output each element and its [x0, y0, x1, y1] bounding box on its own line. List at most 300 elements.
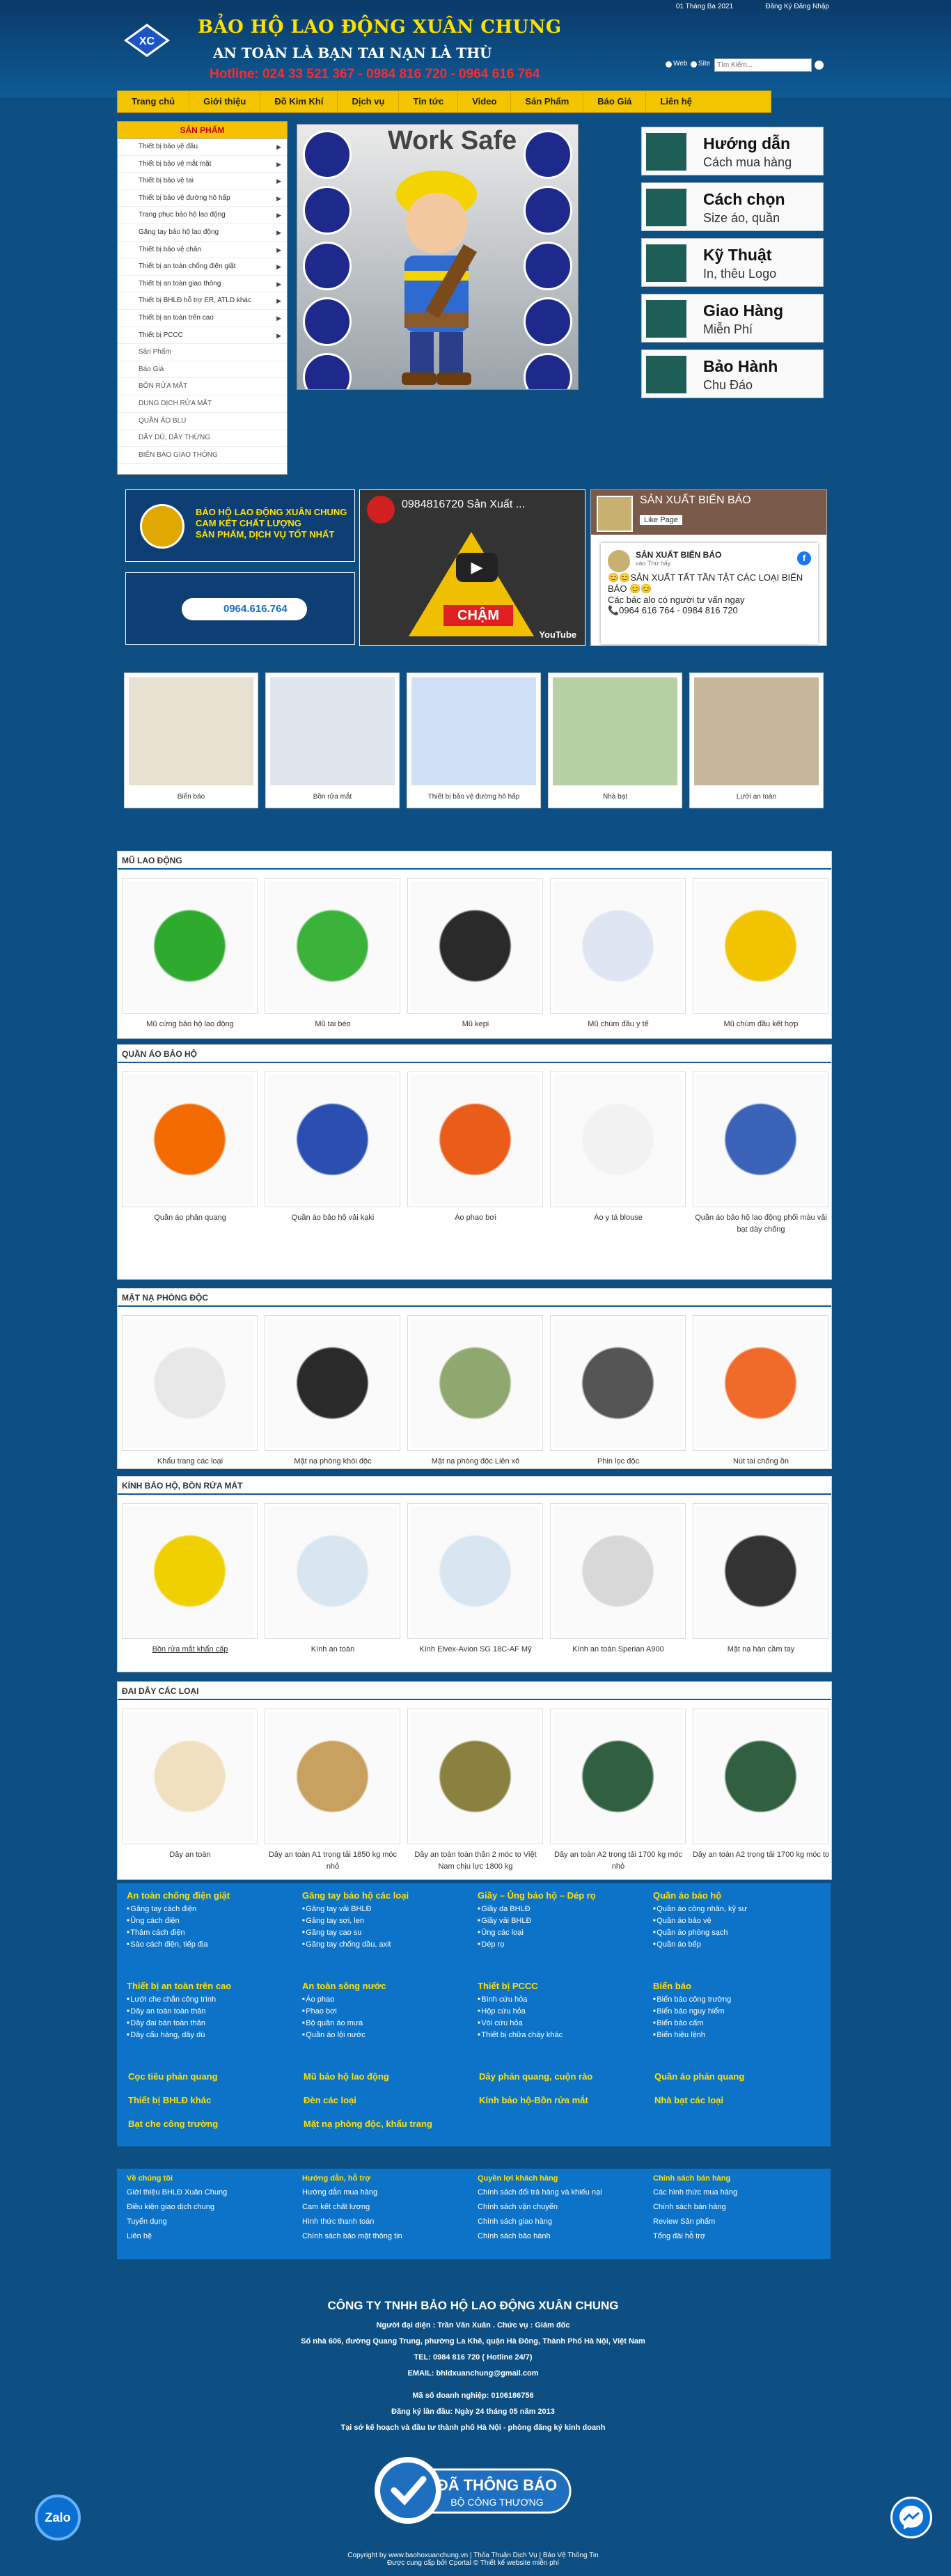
slogan: AN TOÀN LÀ BẠN TAI NẠN LÀ THÙ [213, 45, 492, 61]
sidebar-item[interactable] [118, 327, 287, 345]
footer-category-link[interactable]: ■ Lưới che chắn công trình [127, 1995, 294, 2004]
footer-category-link[interactable]: ■ Biển báo nguy hiểm [653, 2007, 821, 2016]
footer-link[interactable]: Chính sách bán hàng [653, 2203, 726, 2211]
product-name[interactable]: Mũ chùm đầu y tế [588, 1020, 649, 1028]
nav-home[interactable]: Trang chủ [118, 91, 189, 112]
shirt-icon [646, 189, 686, 226]
product-card[interactable] [122, 878, 258, 1014]
sidebar-item-label: Sản Phẩm [139, 348, 171, 356]
logo[interactable] [123, 22, 171, 58]
card-subtitle: Chu Đáo [703, 378, 753, 392]
footer-category-link[interactable]: ■ Dây đai bán toàn thân [127, 2019, 294, 2027]
product-card[interactable] [550, 1709, 686, 1844]
chevron-right-icon: ▶ [276, 212, 281, 219]
sidebar-item-label: BỒN RỬA MẮT [139, 382, 188, 391]
product-name[interactable]: Nút tai chống ồn [732, 1457, 789, 1466]
footer-extra-link[interactable]: Dây phản quang, cuộn rào [479, 2071, 593, 2082]
product-image [268, 881, 397, 1010]
company-email: EMAIL: bhldxuanchung@gmail.com [407, 2369, 539, 2378]
footer-category-link[interactable]: ■ Áo phao [302, 1995, 470, 2004]
fb-post-avatar [608, 550, 630, 572]
product-name[interactable]: Mũ chùm đầu kết hợp [723, 1020, 799, 1028]
footer-category-link[interactable]: ■ Dây cẩu hàng, dây dù [127, 2031, 294, 2039]
sidebar-item[interactable] [118, 242, 287, 259]
nav-services[interactable]: Dịch vụ [338, 91, 399, 112]
product-card[interactable] [550, 878, 686, 1014]
product-image [553, 1712, 682, 1841]
search-input[interactable] [714, 58, 812, 72]
coverall-icon [303, 242, 352, 290]
footer-category-link[interactable]: ■ Dép rọ [478, 1940, 645, 1949]
product-card[interactable] [122, 1071, 258, 1207]
footer-category-link[interactable]: ■ Quần áo lội nước [302, 2031, 470, 2039]
footer-link[interactable]: Review Sản phẩm [653, 2217, 716, 2226]
product-name[interactable]: Mặt nạ phòng khói độc [294, 1457, 372, 1466]
product-image [553, 1319, 682, 1447]
footer-link[interactable]: Tổng đài hỗ trợ [653, 2232, 706, 2240]
product-card[interactable] [265, 878, 400, 1014]
play-icon[interactable]: ▶ [456, 553, 498, 582]
warranty-icon [646, 356, 686, 393]
product-image [696, 881, 825, 1010]
footer-link[interactable]: Điều kiện giao dịch chung [127, 2203, 214, 2211]
chevron-right-icon: ▶ [276, 297, 281, 305]
search-box [666, 58, 826, 72]
footer-link-group [468, 2174, 645, 2247]
footer-category-link[interactable]: ■ Ủng cách điện [127, 1917, 294, 1925]
product-name[interactable]: Kính an toàn Sperian A900 [572, 1645, 664, 1654]
card-title: Cách chọn [703, 190, 785, 208]
sidebar-item[interactable] [118, 258, 287, 276]
logo-icon [646, 244, 686, 282]
promo-line-2: CAM KẾT CHẤT LƯỢNG [196, 518, 301, 528]
radio-site[interactable] [691, 61, 697, 68]
radio-site-label: Site [698, 60, 711, 68]
product-section [117, 1288, 832, 1469]
footer-category-link[interactable]: ■ Găng tay cách điện [127, 1905, 294, 1913]
featured-caption: Lưới an toàn [736, 793, 777, 801]
footer-link[interactable]: Giới thiệu BHLĐ Xuân Chung [127, 2188, 228, 2197]
product-card[interactable] [407, 878, 543, 1014]
footer-extra-link[interactable]: Thiết bị BHLĐ khác [128, 2095, 212, 2105]
product-name[interactable]: Quần áo phản quang [154, 1214, 226, 1222]
product-image [125, 1319, 254, 1447]
footer-category [292, 1974, 470, 2043]
badge-line-1: ĐÃ THÔNG BÁO [437, 2476, 558, 2494]
product-card[interactable] [265, 1071, 400, 1207]
sidebar-item-label: Thiết bị bảo vệ tai [139, 177, 194, 185]
fb-post-author: SẢN XUẤT BIỂN BÁO [636, 550, 722, 560]
footer-extra-link[interactable]: Mũ bảo hộ lao động [304, 2071, 389, 2082]
company-office: Tại sở kế hoạch và đầu tư thành phố Hà Nội - phòng đăng ký kinh doanh [340, 2424, 606, 2432]
chevron-right-icon: ▶ [276, 331, 281, 339]
chevron-right-icon: ▶ [276, 178, 281, 185]
product-card[interactable] [407, 1071, 543, 1207]
hardhat-icon [303, 130, 352, 179]
brand-name: BẢO HỘ LAO ĐỘNG XUÂN CHUNG [198, 17, 562, 38]
section-title[interactable]: QUẦN ÁO BẢO HỘ [118, 1045, 831, 1063]
sidebar-item[interactable] [118, 310, 287, 327]
footer-category [292, 1883, 470, 1952]
glove-icon [303, 297, 352, 346]
featured-image [553, 677, 677, 785]
sidebar-item-label: QUẦN ÁO BLU [139, 416, 187, 425]
service-card[interactable] [641, 182, 824, 231]
product-image [411, 1507, 540, 1635]
featured-item[interactable] [265, 673, 400, 808]
footer-category-title[interactable]: Biển báo [653, 1981, 691, 1991]
banner-work-safe[interactable] [297, 124, 579, 390]
goggles-icon [524, 130, 572, 179]
top-bar [116, 0, 831, 15]
card-subtitle: Size áo, quần [703, 211, 780, 225]
sidebar-item-label: Thiết bị an toàn chống điện giật [139, 262, 236, 271]
footer-extra-link[interactable]: Đèn các loại [304, 2095, 356, 2105]
promo-text [196, 507, 347, 540]
sidebar-item-label: Thiết bị BHLĐ hỗ trợ ER, ATLD khác [139, 297, 251, 305]
nav-pricing[interactable]: Báo Giá [583, 91, 646, 112]
chevron-right-icon: ▶ [276, 143, 281, 150]
card-subtitle: Cách mua hàng [703, 155, 792, 169]
footer-link-title: Quyền lợi khách hàng [478, 2174, 558, 2183]
product-card[interactable] [550, 1503, 686, 1639]
featured-caption: Bồn rửa mắt [313, 793, 352, 801]
footer-link[interactable]: Hướng dẫn mua hàng [302, 2188, 378, 2197]
footer-category-link[interactable]: ■ Quần áo bảo vệ [653, 1917, 821, 1925]
promo-phone: 0964.616.764 [182, 598, 307, 620]
footer-category-link[interactable]: ■ Dây an toàn toàn thân [127, 2007, 294, 2016]
footer-category-title[interactable]: An toàn chống điện giật [127, 1890, 230, 1901]
footer-category-title[interactable]: Thiết bị PCCC [478, 1981, 538, 1991]
sidebar-title: SẢN PHẨM [118, 122, 287, 139]
product-card[interactable] [693, 1315, 828, 1451]
sidebar-item-label: Trang phục bảo hộ lao động [139, 211, 226, 219]
footer-link-group [643, 2174, 821, 2247]
sidebar-item[interactable] [118, 413, 287, 430]
footer-link[interactable]: Tuyển dụng [127, 2217, 167, 2226]
product-name[interactable]: Quần áo bảo hộ lao động phối màu vải bạt dày chống [695, 1214, 827, 1234]
fb-post-time: vào Thứ hấy [636, 560, 671, 567]
footer-category-link[interactable]: ■ Giầy vải BHLĐ [478, 1917, 645, 1925]
product-image [553, 1507, 682, 1635]
footer-category-link[interactable]: ■ Biển báo cấm [653, 2019, 821, 2027]
sidebar-item-label: Thiết bị bảo vệ đường hô hấp [139, 194, 230, 202]
product-name[interactable]: Áo phao bơi [455, 1214, 496, 1222]
video-player[interactable] [359, 489, 585, 646]
vest-icon [303, 186, 352, 235]
product-image [268, 1075, 397, 1204]
sidebar-item[interactable] [118, 361, 287, 379]
footer-category-title[interactable]: Giầy – Ủng bảo hộ – Dép rọ [478, 1890, 596, 1901]
product-card[interactable] [122, 1503, 258, 1639]
footer-category [468, 1883, 645, 1952]
login-link[interactable]: Đăng Ký Đăng Nhập [765, 3, 829, 10]
footer-link-title: Về chúng tôi [127, 2174, 173, 2183]
sidebar-item-label: Găng tay bảo hộ lao động [139, 228, 219, 236]
badge-line-2: BỘ CÔNG THƯƠNG [450, 2497, 544, 2508]
footer-category-link[interactable]: ■ Quần áo phòng sạch [653, 1929, 821, 1937]
footer-category-link[interactable]: ■ Sào cách điện, tiếp địa [127, 1940, 294, 1949]
product-name[interactable]: Bồn rửa mắt khẩn cấp [152, 1645, 228, 1654]
footer-category-link[interactable]: ■ Găng tay sợi, len [302, 1917, 470, 1925]
product-image [411, 1319, 540, 1447]
product-card[interactable] [550, 1315, 686, 1451]
featured-image [270, 677, 395, 785]
card-title: Giao Hàng [703, 301, 784, 320]
footer-link[interactable]: Hình thức thanh toán [302, 2217, 375, 2226]
sidebar-item-label: BIỂN BÁO GIAO THÔNG [139, 450, 218, 459]
featured-item[interactable] [548, 673, 682, 808]
footer-category-title[interactable]: An toàn sông nước [302, 1981, 386, 1991]
card-subtitle: In, thêu Logo [703, 267, 777, 281]
footer-category-title[interactable]: Quần áo bảo hộ [653, 1890, 722, 1901]
product-name[interactable]: Kính Elvex-Avion SG 18C-AF Mỹ [419, 1645, 532, 1654]
product-image [411, 1075, 540, 1204]
card-title: Kỹ Thuật [703, 246, 772, 264]
footer-link-title: Chính sách bán hàng [653, 2174, 731, 2183]
footer-extra-link[interactable]: Mặt nạ phòng độc, khẩu trang [304, 2119, 432, 2129]
company-info [116, 2299, 831, 2440]
company-registered: Đăng ký lần đầu: Ngày 24 tháng 05 năm 2013 [391, 2408, 555, 2416]
product-card[interactable] [693, 1071, 828, 1207]
fb-page-avatar [597, 496, 633, 532]
footer-extra-link[interactable]: Kính bảo hộ-Bồn rửa mắt [479, 2095, 588, 2105]
service-card[interactable] [641, 238, 824, 287]
footer-category-link[interactable]: ■ Biển hiệu lệnh [653, 2031, 821, 2039]
product-card[interactable] [265, 1315, 400, 1451]
footer-link[interactable]: Chính sách giao hàng [478, 2217, 553, 2226]
footer-link[interactable]: Chính sách vận chuyển [478, 2203, 558, 2211]
sidebar-item[interactable] [118, 156, 287, 173]
footer-category [117, 1883, 294, 1952]
video-title: 0984816720 Sản Xuất ... [402, 498, 526, 510]
radio-web[interactable] [666, 61, 672, 68]
sidebar-item-label: Thiết bị an toàn trên cao [139, 313, 214, 322]
nav-contact[interactable]: Liên hệ [660, 96, 692, 107]
company-tax-id: Mã số doanh nghiệp: 0106186756 [412, 2392, 534, 2400]
fb-post [601, 543, 818, 644]
footer-category-link[interactable]: ■ Vòi cứu hỏa [478, 2019, 645, 2027]
product-image [125, 1712, 254, 1841]
fb-page-name[interactable]: SẢN XUẤT BIỂN BÁO [640, 494, 751, 506]
product-name[interactable]: Mặt nạ phòng độc Liên xô [431, 1457, 520, 1466]
product-name[interactable]: Dây an toàn A2 trọng tải 1700 kg móc nhỏ [553, 1851, 683, 1871]
footer-links [117, 2169, 831, 2259]
sidebar-item[interactable] [118, 447, 287, 464]
product-sidebar [117, 121, 288, 475]
section-title[interactable]: MŨ LAO ĐỘNG [118, 851, 831, 870]
sidebar-item[interactable] [118, 292, 287, 310]
sidebar-item[interactable] [118, 190, 287, 207]
product-name[interactable]: Quần áo bảo hộ vải kaki [291, 1214, 375, 1222]
fb-post-line-3: 📞0964 616 764 - 0984 816 720 [608, 605, 738, 615]
footer-extra-link[interactable]: Nhà bạt các loại [654, 2095, 723, 2105]
section-title[interactable]: MẶT NẠ PHÒNG ĐỘC [118, 1289, 831, 1307]
verified-badge-icon [372, 2454, 574, 2527]
product-image [553, 1075, 682, 1204]
product-name[interactable]: Dây an toàn [169, 1851, 211, 1859]
promo-line-3: SẢN PHẨM, DỊCH VỤ TỐT NHẤT [196, 529, 335, 540]
company-rep: Người đại diện : Trần Văn Xuân . Chức vụ : Giám đốc [376, 2321, 570, 2330]
sidebar-item-label: Thiết bị PCCC [139, 331, 183, 339]
product-image [125, 881, 254, 1010]
footer-category-link[interactable]: ■ Biển báo công trường [653, 1995, 821, 2004]
product-card[interactable] [122, 1709, 258, 1844]
product-image [268, 1319, 397, 1447]
product-name[interactable]: Mặt nạ hàn cầm tay [727, 1645, 795, 1654]
product-name[interactable]: Dây an toàn A2 trọng tải 1700 kg móc to [692, 1851, 830, 1859]
footer-category-link[interactable]: ■ Quần áo công nhân, kỹ sư [653, 1905, 821, 1913]
product-card[interactable] [407, 1503, 543, 1639]
footer-category-link[interactable]: ■ Bình cứu hỏa [478, 1995, 645, 2004]
phone-promo[interactable] [125, 572, 355, 645]
copyright-line-2: Được cung cấp bởi Cportal © Thiết kế website miễn phí [386, 2559, 560, 2567]
promo-line-1: BẢO HỘ LAO ĐỘNG XUÂN CHUNG [196, 507, 347, 517]
chevron-right-icon: ▶ [276, 160, 281, 168]
fb-post-line-1: 😊😊SẢN XUẤT TẤT TẦN TẬT CÁC LOẠI BIỂN BÁO 😊😊 [608, 572, 803, 594]
footer-category-link[interactable]: ■ Thiết bị chữa cháy khác [478, 2031, 645, 2039]
featured-item[interactable] [689, 673, 824, 808]
sidebar-item[interactable] [118, 378, 287, 395]
product-card[interactable] [693, 1503, 828, 1639]
product-card[interactable] [265, 1709, 400, 1844]
product-card[interactable] [265, 1503, 400, 1639]
sidebar-item[interactable] [118, 207, 287, 224]
card-title: Hướng dẫn [703, 134, 790, 152]
footer-extra-link[interactable]: Bạt che công trường [128, 2119, 219, 2129]
product-name[interactable]: Kính an toàn [311, 1645, 355, 1654]
sidebar-item[interactable] [118, 430, 287, 447]
service-card[interactable] [641, 127, 824, 175]
sidebar-item[interactable] [118, 276, 287, 293]
footer-category-title[interactable]: Thiết bị an toàn trên cao [127, 1981, 232, 1991]
nav-video[interactable]: Video [458, 91, 511, 112]
service-card[interactable] [641, 294, 824, 343]
sidebar-item[interactable] [118, 395, 287, 413]
footer-category-link[interactable]: ■ Thảm cách điện [127, 1929, 294, 1937]
chevron-right-icon: ▶ [276, 280, 281, 288]
footer-link[interactable]: Chính sách đổi trả hàng và khiếu nại [478, 2188, 602, 2197]
footer-category-link[interactable]: ■ Ủng các loại [478, 1929, 645, 1937]
service-card[interactable] [641, 350, 824, 398]
product-image [411, 881, 540, 1010]
footer-category [117, 1974, 294, 2043]
nav-hardware[interactable]: Đồ Kim Khí [260, 91, 338, 112]
footer-link[interactable]: Chính sách bảo hành [478, 2232, 551, 2240]
earmuff-icon [524, 186, 572, 235]
footer-category-title[interactable]: Găng tay bảo hộ các loại [302, 1890, 409, 1901]
featured-image [129, 677, 253, 785]
hotline: Hotline: 024 33 521 367 - 0984 816 720 - 0964 616 764 [210, 67, 540, 81]
product-section [117, 1476, 832, 1672]
sidebar-item-label: Báo Giá [139, 365, 164, 373]
product-section [117, 851, 832, 1039]
product-name[interactable]: Phin lọc độc [597, 1457, 639, 1466]
product-name[interactable]: Mũ tai bèo [315, 1020, 351, 1028]
footer-link[interactable]: Chính sách bảo mật thông tin [302, 2232, 402, 2240]
product-name[interactable]: Áo y tá blouse [594, 1214, 643, 1222]
zalo-chat-button[interactable]: Zalo [35, 2495, 81, 2540]
product-card[interactable] [407, 1709, 543, 1844]
footer-link[interactable]: Các hình thức mua hàng [653, 2188, 738, 2197]
featured-image [694, 677, 819, 785]
fb-like-button[interactable]: Like Page [640, 515, 682, 525]
product-card[interactable] [693, 1709, 828, 1844]
footer-category-link[interactable]: ■ Giầy da BHLĐ [478, 1905, 645, 1913]
ministry-badge[interactable] [372, 2454, 574, 2527]
chevron-right-icon: ▶ [276, 246, 281, 253]
nav-news[interactable]: Tin tức [399, 91, 458, 112]
footer-category-link[interactable]: ■ Quần áo bếp [653, 1940, 821, 1949]
nav-products[interactable]: Sản Phẩm [511, 91, 583, 112]
footer-link[interactable]: Liên hệ [127, 2232, 152, 2240]
company-tel: TEL: 0984 816 720 ( Hotline 24/7) [414, 2353, 533, 2362]
company-name: CÔNG TY TNHH BẢO HỘ LAO ĐỘNG XUÂN CHUNG [327, 2299, 619, 2312]
product-image [411, 1712, 540, 1841]
product-image [696, 1319, 825, 1447]
footer-link[interactable]: Cam kết chất lượng [302, 2203, 370, 2211]
section-title[interactable]: ĐAI DÂY CÁC LOẠI [118, 1682, 831, 1700]
footer-extra-link[interactable]: Quần áo phản quang [654, 2071, 745, 2082]
footer-category-link[interactable]: ■ Bộ quần áo mưa [302, 2019, 470, 2027]
footer-link-title: Hướng dẫn, hỗ trợ [302, 2174, 371, 2183]
product-image [125, 1075, 254, 1204]
footer-category-link[interactable]: ■ Găng tay vải BHLĐ [302, 1905, 470, 1913]
product-name[interactable]: Khẩu trang các loại [157, 1457, 223, 1466]
product-card[interactable] [407, 1315, 543, 1451]
footer-category [643, 1883, 821, 1952]
product-image [696, 1507, 825, 1635]
product-card[interactable] [693, 878, 828, 1014]
product-card[interactable] [550, 1071, 686, 1207]
company-address: Số nhà 606, đường Quang Trung, phường La Khê, quận Hà Đông, Thành Phố Hà Nội, Việt Nam [301, 2337, 645, 2346]
footer-category-link[interactable]: ■ Găng tay chống dầu, axit [302, 1940, 470, 1949]
search-go-button[interactable] [815, 61, 824, 70]
youtube-logo[interactable]: YouTube [539, 629, 576, 640]
footer-category-link[interactable]: ■ Hộp cứu hỏa [478, 2007, 645, 2016]
sidebar-item[interactable] [118, 173, 287, 190]
product-name[interactable]: Dây an toàn A1 trọng tải 1850 kg móc nhỏ [268, 1851, 398, 1871]
product-card[interactable] [122, 1315, 258, 1451]
sidebar-item[interactable] [118, 224, 287, 242]
chevron-right-icon: ▶ [276, 194, 281, 202]
footer-category-link[interactable]: ■ Găng tay cao su [302, 1929, 470, 1937]
featured-item[interactable] [124, 673, 258, 808]
quality-promo[interactable] [125, 489, 355, 562]
product-name[interactable]: Dây an toàn toàn thân 2 móc to Việt Nam chịu lực 1800 kg [414, 1851, 537, 1871]
messenger-icon[interactable] [890, 2497, 932, 2538]
section-title[interactable]: KÍNH BẢO HỘ, BỒN RỬA MẮT [118, 1477, 831, 1495]
featured-item[interactable] [407, 673, 541, 808]
sidebar-item[interactable] [118, 344, 287, 361]
footer-extra-link[interactable]: Cọc tiêu phản quang [128, 2071, 218, 2082]
facebook-icon: f [797, 551, 811, 565]
product-image [268, 1507, 397, 1635]
sidebar-item[interactable] [118, 139, 287, 156]
nav-about[interactable]: Giới thiệu [189, 91, 260, 112]
product-name[interactable]: Mũ kepi [462, 1020, 489, 1028]
fb-post-line-2: Các bác alo có người tư vấn ngay [608, 595, 745, 605]
card-subtitle: Miễn Phí [703, 322, 753, 336]
quality-seal-icon [140, 504, 184, 549]
channel-avatar [367, 496, 395, 524]
product-name[interactable]: Mũ cứng bảo hộ lao động [146, 1020, 234, 1028]
faceshield-icon [524, 353, 572, 390]
footer-category-link[interactable]: ■ Phao bơi [302, 2007, 470, 2016]
date-text: 01 Tháng Ba 2021 [675, 3, 733, 10]
respirator-icon [524, 297, 572, 346]
product-image [125, 1507, 254, 1635]
